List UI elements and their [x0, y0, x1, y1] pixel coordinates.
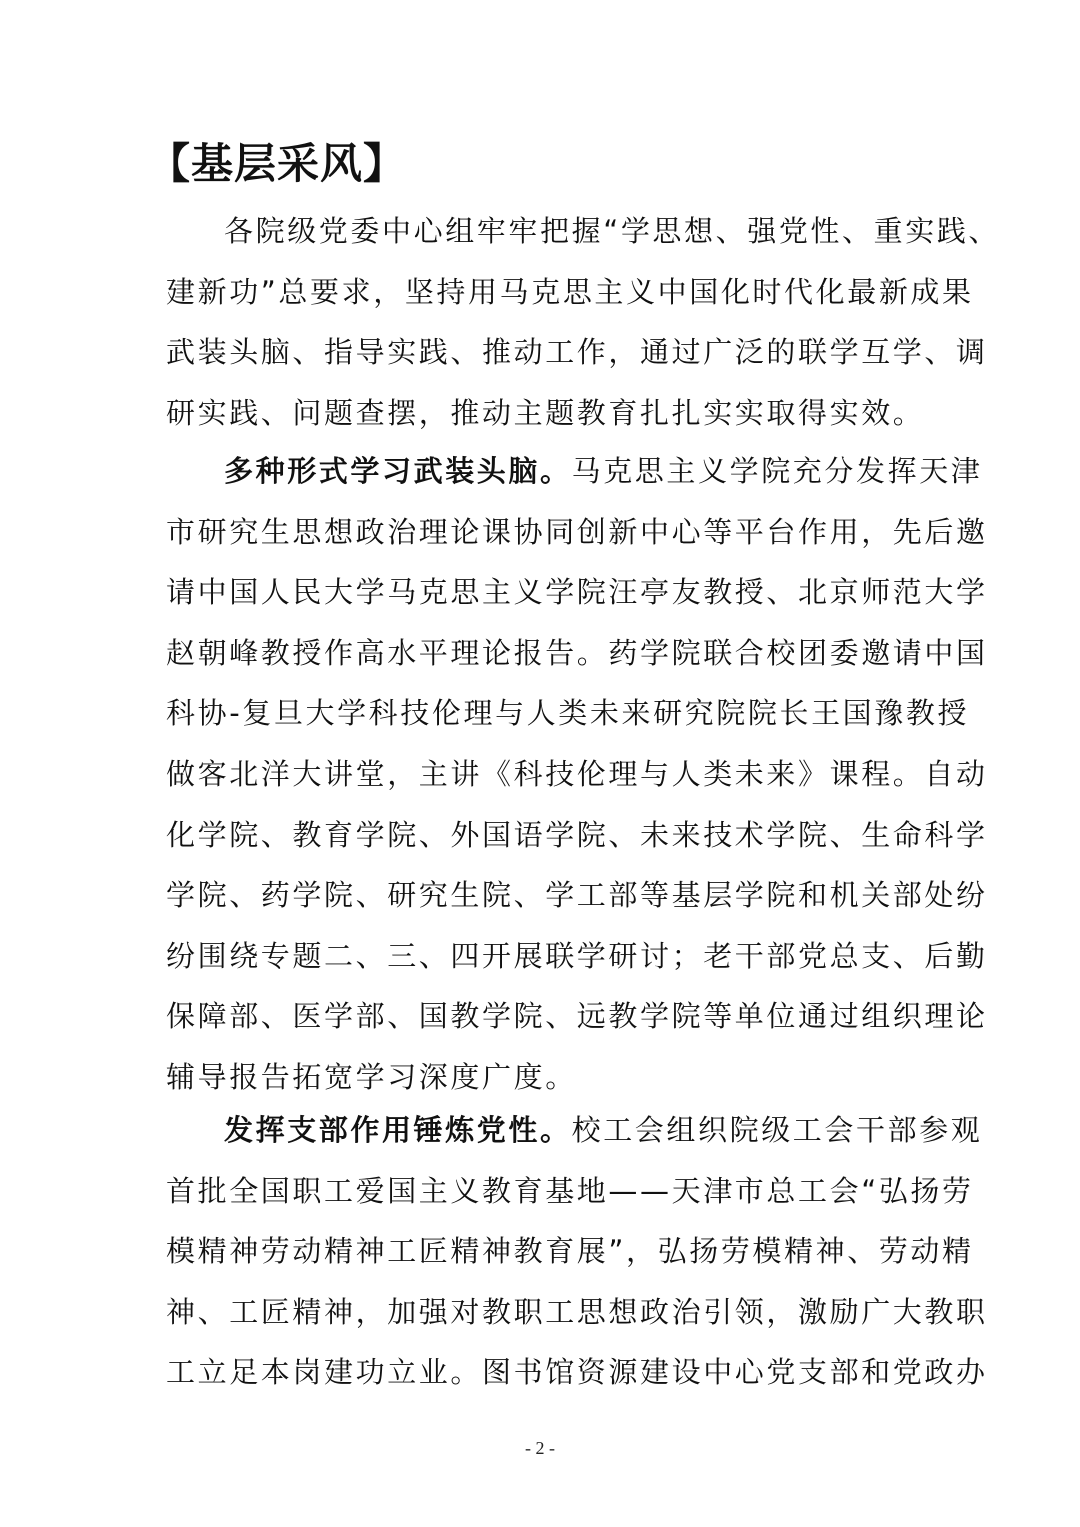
paragraph-line: 建新功”总要求，坚持用马克思主义中国化时代化最新成果	[166, 274, 974, 309]
paragraph-line: 保障部、医学部、国教学院、远教学院等单位通过组织理论	[166, 999, 988, 1034]
paragraph-line: 学院、药学院、研究生院、学工部等基层学院和机关部处纷	[166, 878, 988, 913]
paragraph-line: 工立足本岗建功立业。图书馆资源建设中心党支部和党政办	[166, 1355, 988, 1390]
paragraph-first-line	[166, 1100, 983, 1161]
page-number: - 2 -	[525, 1438, 555, 1458]
paragraph-first-rest: 马克思主义学院充分发挥天津	[571, 454, 983, 488]
paragraph-first-line	[166, 441, 983, 502]
paragraph-line: 纷围绕专题二、三、四开展联学研讨；老干部党总支、后勤	[166, 938, 988, 973]
paragraph-line: 各院级党委中心组牢牢把握“学思想、强党性、重实践、	[224, 214, 1001, 248]
paragraph-line: 请中国人民大学马克思主义学院汪亭友教授、北京师范大学	[166, 575, 988, 610]
paragraph-line: 化学院、教育学院、外国语学院、未来技术学院、生命科学	[166, 817, 988, 852]
paragraph-lead: 多种形式学习武装头脑。	[224, 454, 572, 488]
paragraph-line: 首批全国职工爱国主义教育基地——天津市总工会“弘扬劳	[166, 1173, 974, 1208]
paragraph-line: 研实践、问题查摆，推动主题教育扎扎实实取得实效。	[166, 395, 925, 430]
paragraph-line: 市研究生思想政治理论课协同创新中心等平台作用，先后邀	[166, 514, 988, 549]
paragraph-lead: 发挥支部作用锤炼党性。	[224, 1113, 572, 1147]
paragraph-first-rest: 校工会组织院级工会干部参观	[571, 1113, 983, 1147]
paragraph-line: 科协-复旦大学科技伦理与人类未来研究院院长王国豫教授	[166, 696, 970, 731]
paragraph-intro	[166, 201, 1001, 443]
paragraph-line: 赵朝峰教授作高水平理论报告。药学院联合校团委邀请中国	[166, 635, 988, 670]
section-heading: 【基层采风】	[148, 139, 407, 188]
paragraph-line: 神、工匠精神，加强对教职工思想政治引领，激励广大教职	[166, 1294, 988, 1329]
paragraph-line: 做客北洋大讲堂，主讲《科技伦理与人类未来》课程。自动	[166, 756, 988, 791]
paragraph-study	[166, 441, 988, 1108]
paragraph-line: 模精神劳动精神工匠精神教育展”，弘扬劳模精神、劳动精	[166, 1234, 974, 1269]
paragraph-line: 武装头脑、指导实践、推动工作，通过广泛的联学互学、调	[166, 335, 988, 370]
paragraph-branch	[166, 1100, 988, 1403]
paragraph-line: 辅导报告拓宽学习深度广度。	[166, 1059, 577, 1094]
